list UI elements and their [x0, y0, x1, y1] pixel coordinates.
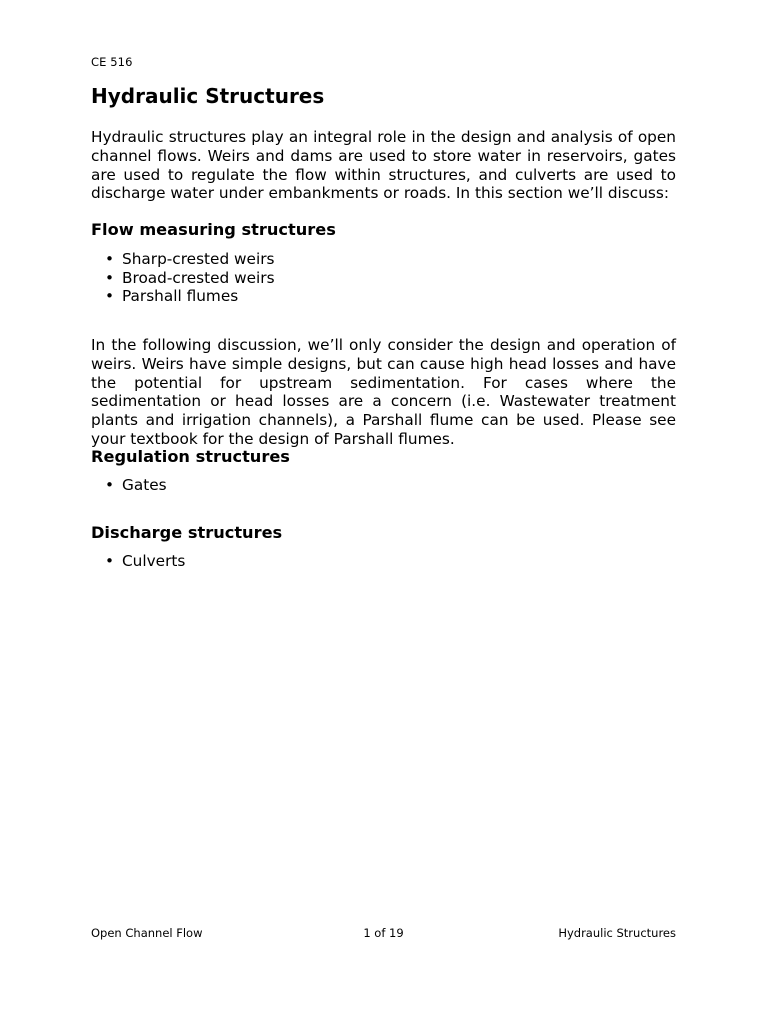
weirs-paragraph: In the following discussion, we’ll only consider the design and operation of weirs. Weirs have simple designs, but can cause high head losses and have the potential for upstream sedimentation. For cases where the sedimentation or head losses are a concern (i.e. Wastewater treatment plants and irrigation channels), a Parshall flume can be used. Please see your textbook for the design of Parshall flumes.	[91, 336, 676, 448]
page-title: Hydraulic Structures	[91, 84, 325, 108]
list-item	[105, 476, 167, 495]
list-item	[105, 552, 185, 571]
discharge-list	[105, 552, 185, 571]
flow-measuring-list	[105, 250, 275, 306]
footer-right: Hydraulic Structures	[558, 926, 676, 940]
list-item	[105, 269, 275, 288]
page-number: 1 of 19	[363, 926, 404, 940]
intro-paragraph: Hydraulic structures play an integral role in the design and analysis of open channel flows. Weirs and dams are used to store water in reservoirs, gates are used to regulate the flow within structures, and culverts are used to discharge water under embankments or roads. In this section we’ll discuss:	[91, 128, 676, 203]
list-item-text: Gates	[122, 476, 167, 494]
list-item-text: Parshall flumes	[122, 287, 239, 306]
bullet-icon: •	[105, 268, 115, 287]
list-item-text: Culverts	[122, 552, 186, 570]
course-code: CE 516	[91, 55, 133, 69]
document-page	[91, 0, 676, 1024]
list-item	[105, 250, 275, 269]
regulation-list	[105, 476, 167, 495]
bullet-icon: •	[105, 476, 115, 494]
footer-left: Open Channel Flow	[91, 926, 203, 940]
section-heading-flow-measuring: Flow measuring structures	[91, 220, 336, 239]
bullet-icon: •	[105, 552, 115, 570]
list-item-text: Sharp-crested weirs	[122, 250, 275, 268]
section-heading-regulation: Regulation structures	[91, 447, 290, 466]
page-footer	[91, 926, 676, 940]
bullet-icon: •	[105, 250, 115, 268]
section-heading-discharge: Discharge structures	[91, 523, 283, 542]
list-item-text: Broad-crested weirs	[122, 268, 275, 287]
bullet-icon: •	[105, 287, 115, 306]
list-item	[105, 287, 275, 306]
